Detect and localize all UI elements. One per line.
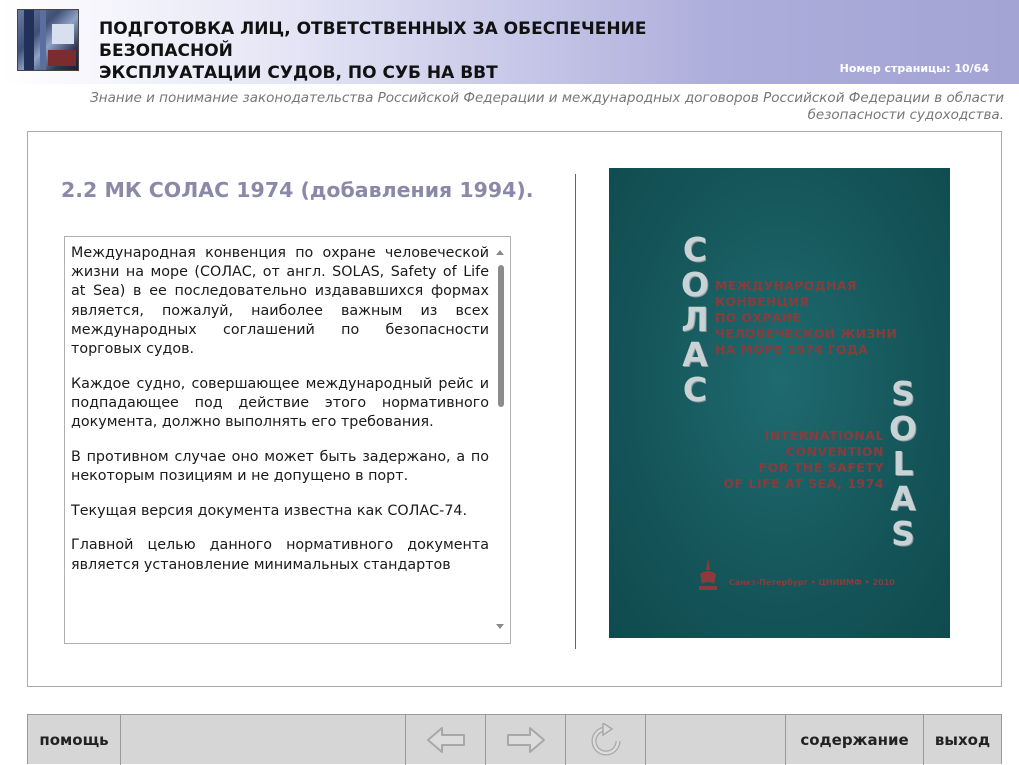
- contents-button[interactable]: содержание: [786, 715, 924, 765]
- solas-book-cover-image: [609, 168, 950, 638]
- forward-button[interactable]: [486, 715, 566, 765]
- arrow-right-icon: [505, 724, 547, 756]
- exit-button[interactable]: выход: [934, 731, 991, 749]
- subject-caption: [44, 90, 1004, 124]
- scroll-up-arrow-icon[interactable]: [496, 250, 504, 255]
- help-button[interactable]: помощь: [28, 715, 121, 765]
- paragraph: В противном случае оно может быть задержано, а по некоторым позициям и не допущено в порт.: [71, 448, 489, 485]
- toolbar-spacer: [646, 715, 786, 765]
- cover-en-title: INTERNATIONAL CONVENTION FOR THE SAFETY OF LIFE AT SEA, 1974: [723, 428, 884, 491]
- section-title: 2.2 МК СОЛАС 1974 (добавления 1994).: [61, 178, 534, 202]
- cover-ru-title: МЕЖДУНАРОДНАЯ КОНВЕНЦИЯ ПО ОХРАНЕ ЧЕЛОВЕЧЕСКОЙ ЖИЗНИ НА МОРЕ 1974 ГОДА: [715, 278, 898, 357]
- page-number: Номер страницы: 10/64: [839, 62, 989, 75]
- cover-ru-vertical-title: С О Л А С: [680, 230, 710, 409]
- scrollable-text-box[interactable]: [64, 236, 511, 644]
- course-title: [99, 18, 739, 84]
- arrow-left-icon: [425, 724, 467, 756]
- paragraph: Международная конвенция по охране человеческой жизни на море (СОЛАС, от англ. SOLAS, Safety of Life at Sea) в ее последовательно издававшихся формах является, пожалуй, наиболее важным из всех международных соглашений по безопасности торговых судов.: [71, 245, 489, 358]
- content-frame: [27, 131, 1002, 687]
- paragraph: Текущая версия документа известна как СОЛАС-74.: [71, 502, 468, 519]
- scroll-thumb[interactable]: [498, 265, 504, 407]
- course-title-line2: ЭКСПЛУАТАЦИИ СУДОВ, ПО СУБ НА ВВТ: [99, 63, 498, 83]
- bottom-toolbar: [27, 714, 1002, 764]
- cover-en-vertical-title: S O L A S: [888, 374, 918, 553]
- subject-line1: Знание и понимание законодательства Российской Федерации и международных договоров Российской Федерации в области: [90, 90, 1004, 106]
- text-content: [71, 244, 489, 590]
- paragraph: Каждое судно, совершающее международный рейс и подпадающее под действие этого нормативного документа, должно выполнять его требования.: [71, 375, 489, 431]
- cover-publisher: Санкт-Петербург • ЦНИИМФ • 2010: [729, 578, 895, 587]
- vertical-scrollbar[interactable]: [492, 237, 510, 643]
- back-button[interactable]: [406, 715, 486, 765]
- course-title-line1: ПОДГОТОВКА ЛИЦ, ОТВЕТСТВЕННЫХ ЗА ОБЕСПЕЧЕНИЕ БЕЗОПАСНОЙ: [99, 19, 647, 61]
- course-logo: [17, 9, 79, 71]
- vertical-divider: [575, 174, 576, 649]
- scroll-down-arrow-icon[interactable]: [496, 624, 504, 629]
- reload-icon: [590, 723, 622, 757]
- paragraph: Главной целью данного нормативного документа является установление минимальных стандартов: [71, 537, 489, 573]
- toolbar-spacer: [121, 715, 406, 765]
- reload-button[interactable]: [566, 715, 646, 765]
- subject-line2: безопасности судоходства.: [807, 107, 1004, 123]
- publisher-emblem-icon: [697, 556, 719, 592]
- header-banner: [0, 0, 1019, 84]
